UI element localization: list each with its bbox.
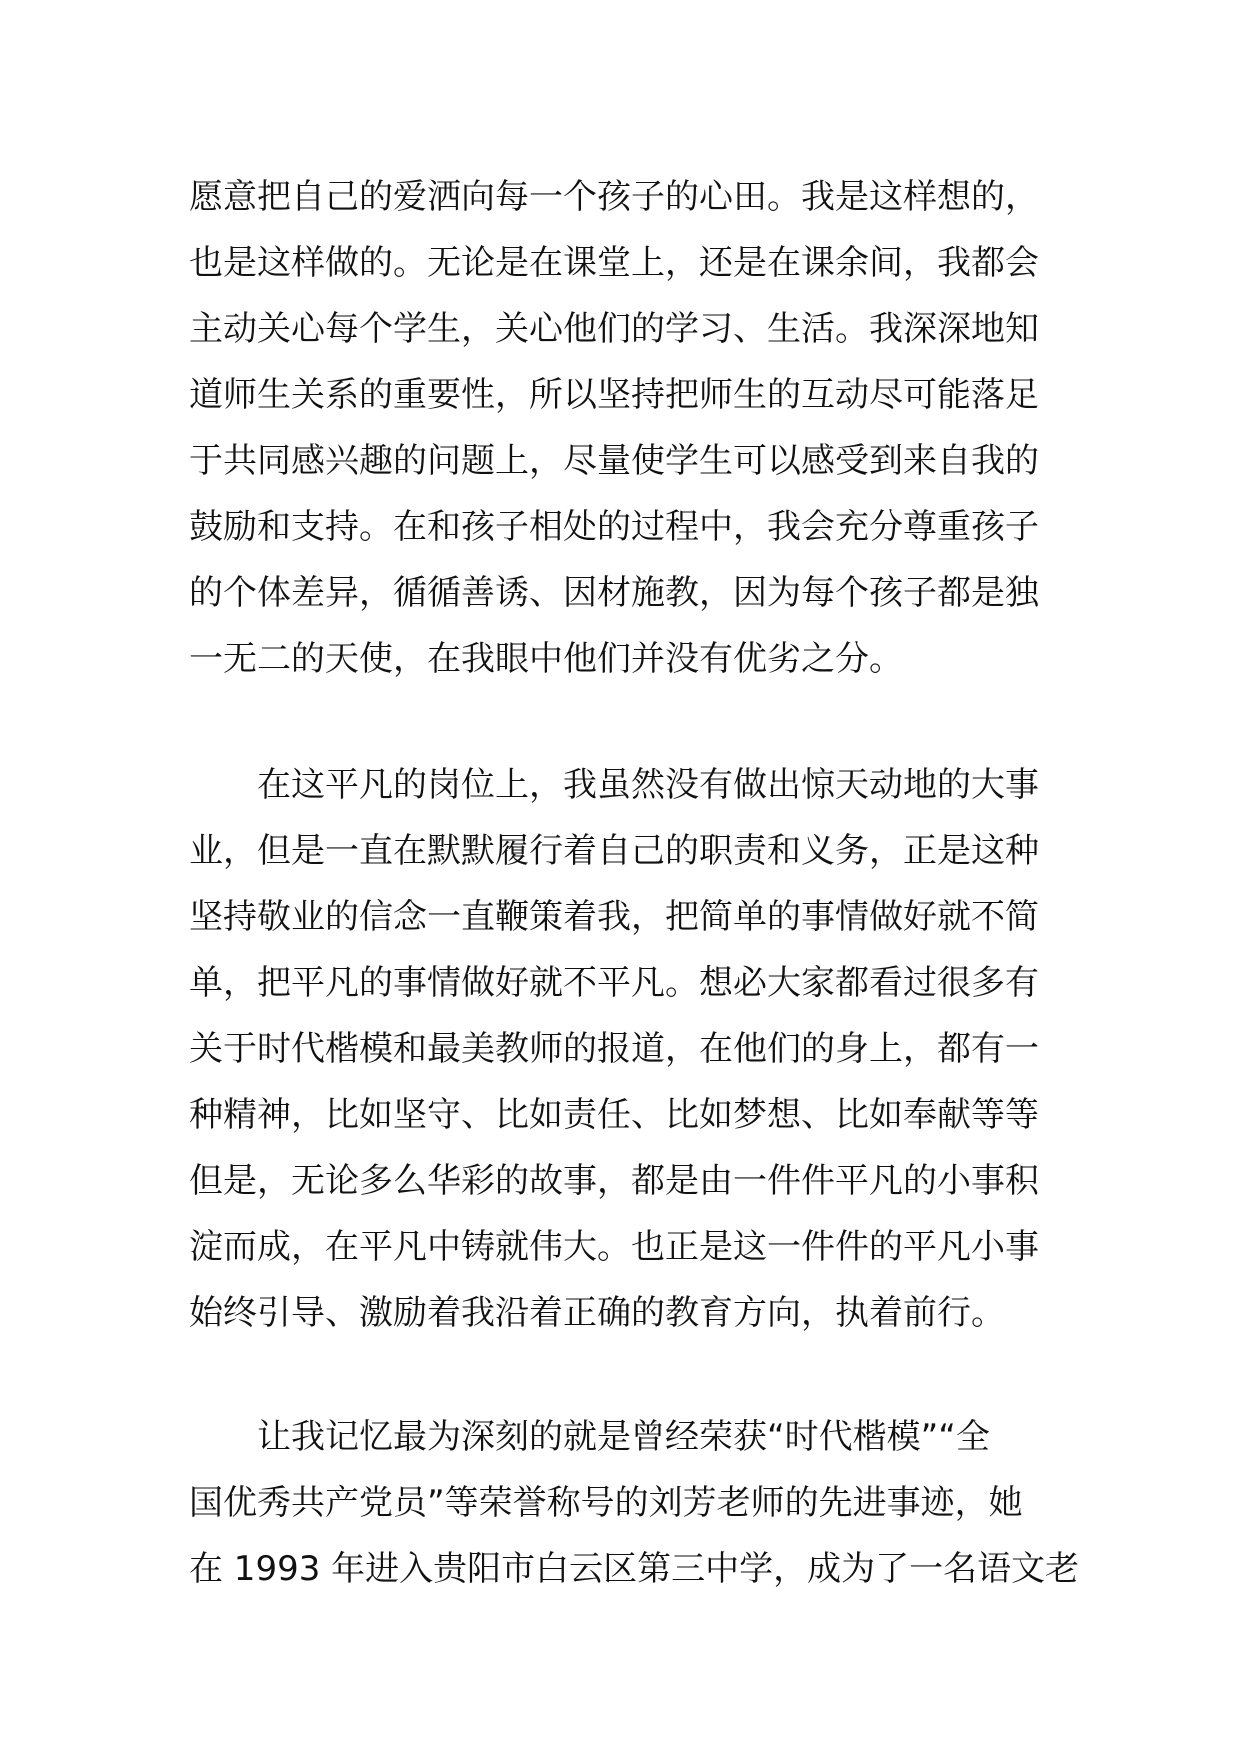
paragraph-first-line: 让我记忆最为深刻的就是曾经荣获“时代楷模”“全 xyxy=(257,1417,990,1457)
paragraph-2 xyxy=(189,752,1069,1346)
paragraph-1 xyxy=(189,164,1069,692)
paragraph-line: 也是这样做的。无论是在课堂上，还是在课余间，我都会 xyxy=(189,243,1039,283)
paragraph-line: 在 1993 年进入贵阳市白云区第三中学，成为了一名语文老 xyxy=(189,1549,1080,1589)
paragraph-line: 于共同感兴趣的问题上，尽量使学生可以感受到来自我的 xyxy=(189,441,1039,481)
paragraph-first-line: 在这平凡的岗位上，我虽然没有做出惊天动地的大事 xyxy=(257,765,1039,805)
paragraph-3 xyxy=(189,1404,1080,1602)
paragraph-line: 愿意把自己的爱洒向每一个孩子的心田。我是这样想的， xyxy=(189,177,1039,217)
paragraph-line: 道师生关系的重要性，所以坚持把师生的互动尽可能落足 xyxy=(189,375,1039,415)
paragraph-line: 一无二的天使，在我眼中他们并没有优劣之分。 xyxy=(189,639,903,679)
paragraph-line: 淀而成，在平凡中铸就伟大。也正是这一件件的平凡小事 xyxy=(189,1227,1039,1267)
paragraph-line: 鼓励和支持。在和孩子相处的过程中，我会充分尊重孩子 xyxy=(189,507,1039,547)
paragraph-line: 始终引导、激励着我沿着正确的教育方向，执着前行。 xyxy=(189,1293,1005,1333)
paragraph-line: 国优秀共产党员”等荣誉称号的刘芳老师的先进事迹，她 xyxy=(189,1483,1023,1523)
paragraph-line: 的个体差异，循循善诱、因材施教，因为每个孩子都是独 xyxy=(189,573,1039,613)
paragraph-line: 坚持敬业的信念一直鞭策着我，把简单的事情做好就不简 xyxy=(189,897,1039,937)
paragraph-line: 业，但是一直在默默履行着自己的职责和义务，正是这种 xyxy=(189,831,1039,871)
paragraph-line: 种精神，比如坚守、比如责任、比如梦想、比如奉献等等 xyxy=(189,1095,1039,1135)
paragraph-line: 单，把平凡的事情做好就不平凡。想必大家都看过很多有 xyxy=(189,963,1039,1003)
paragraph-line: 但是，无论多么华彩的故事，都是由一件件平凡的小事积 xyxy=(189,1161,1039,1201)
paragraph-line: 主动关心每个学生，关心他们的学习、生活。我深深地知 xyxy=(189,309,1039,349)
paragraph-line: 关于时代楷模和最美教师的报道，在他们的身上，都有一 xyxy=(189,1029,1039,1069)
